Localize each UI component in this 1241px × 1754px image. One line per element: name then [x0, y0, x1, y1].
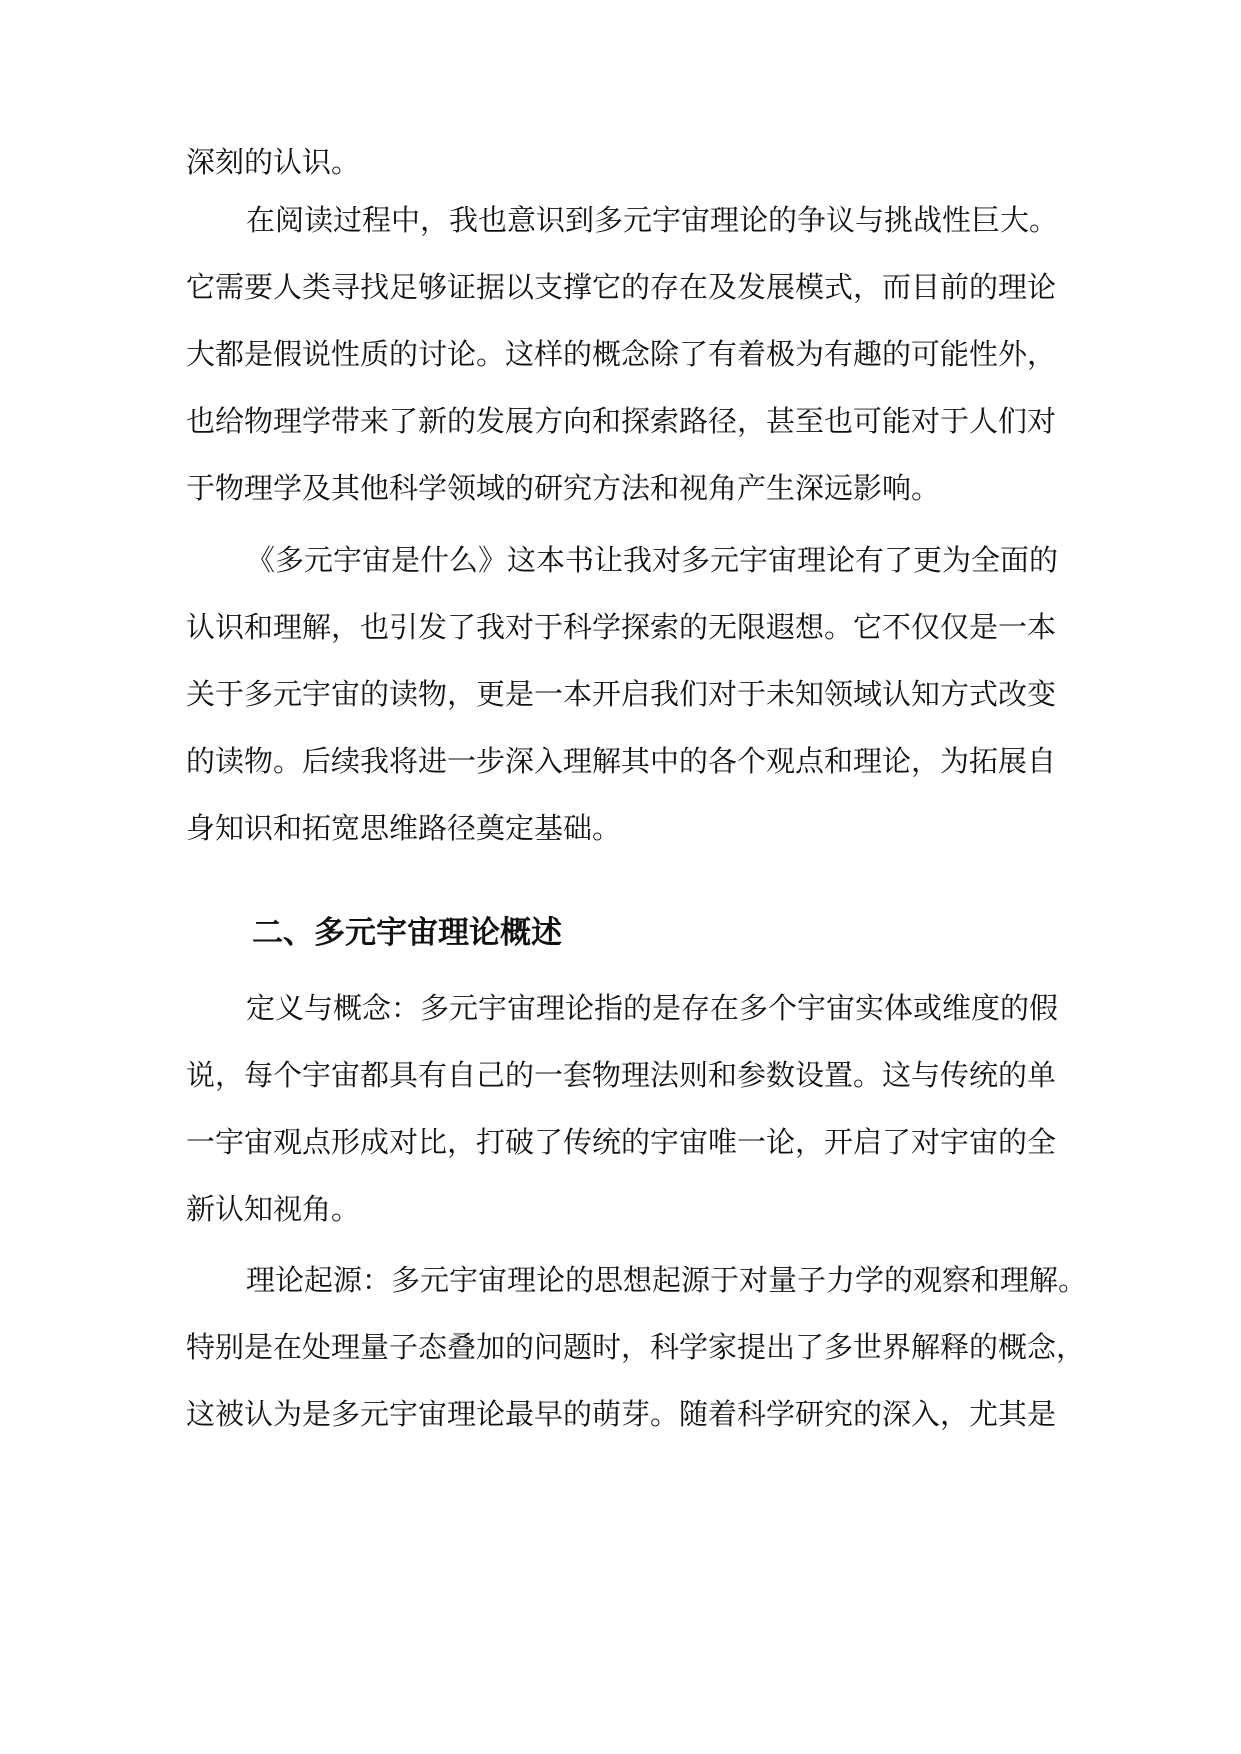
text-line: 大都是假说性质的讨论。这样的概念除了有着极为有趣的可能性外，	[186, 337, 1057, 371]
text-line: 这被认为是多元宇宙理论最早的萌芽。随着科学研究的深入，尤其是	[186, 1397, 1057, 1431]
text-line: 新认知视角。	[186, 1192, 361, 1226]
text-line: 身知识和拓宽思维路径奠定基础。	[186, 811, 622, 845]
text-line: 特别是在处理量子态叠加的问题时，科学家提出了多世界解释的概念，	[186, 1330, 1086, 1364]
text-line: 理论起源：多元宇宙理论的思想起源于对量子力学的观察和理解。	[246, 1263, 1088, 1297]
text-line: 于物理学及其他科学领域的研究方法和视角产生深远影响。	[186, 471, 941, 505]
text-line: 《多元宇宙是什么》这本书让我对多元宇宙理论有了更为全面的	[246, 543, 1059, 577]
text-line: 一宇宙观点形成对比，打破了传统的宇宙唯一论，开启了对宇宙的全	[186, 1125, 1057, 1159]
text-line: 认识和理解，也引发了我对于科学探索的无限遐想。它不仅仅是一本	[186, 610, 1057, 644]
text-line: 深刻的认识。	[186, 145, 361, 179]
text-line: 在阅读过程中，我也意识到多元宇宙理论的争议与挑战性巨大。	[246, 203, 1059, 237]
text-line: 关于多元宇宙的读物，更是一本开启我们对于未知领域认知方式改变	[186, 677, 1057, 711]
text-line: 定义与概念：多元宇宙理论指的是存在多个宇宙实体或维度的假	[246, 991, 1059, 1025]
text-line: 说，每个宇宙都具有自己的一套物理法则和参数设置。这与传统的单	[186, 1058, 1057, 1092]
section-heading: 二、多元宇宙理论概述	[252, 915, 562, 951]
text-line: 的读物。后续我将进一步深入理解其中的各个观点和理论，为拓展自	[186, 744, 1057, 778]
text-line: 它需要人类寻找足够证据以支撑它的存在及发展模式，而目前的理论	[186, 270, 1057, 304]
text-line: 也给物理学带来了新的发展方向和探索路径，甚至也可能对于人们对	[186, 404, 1057, 438]
